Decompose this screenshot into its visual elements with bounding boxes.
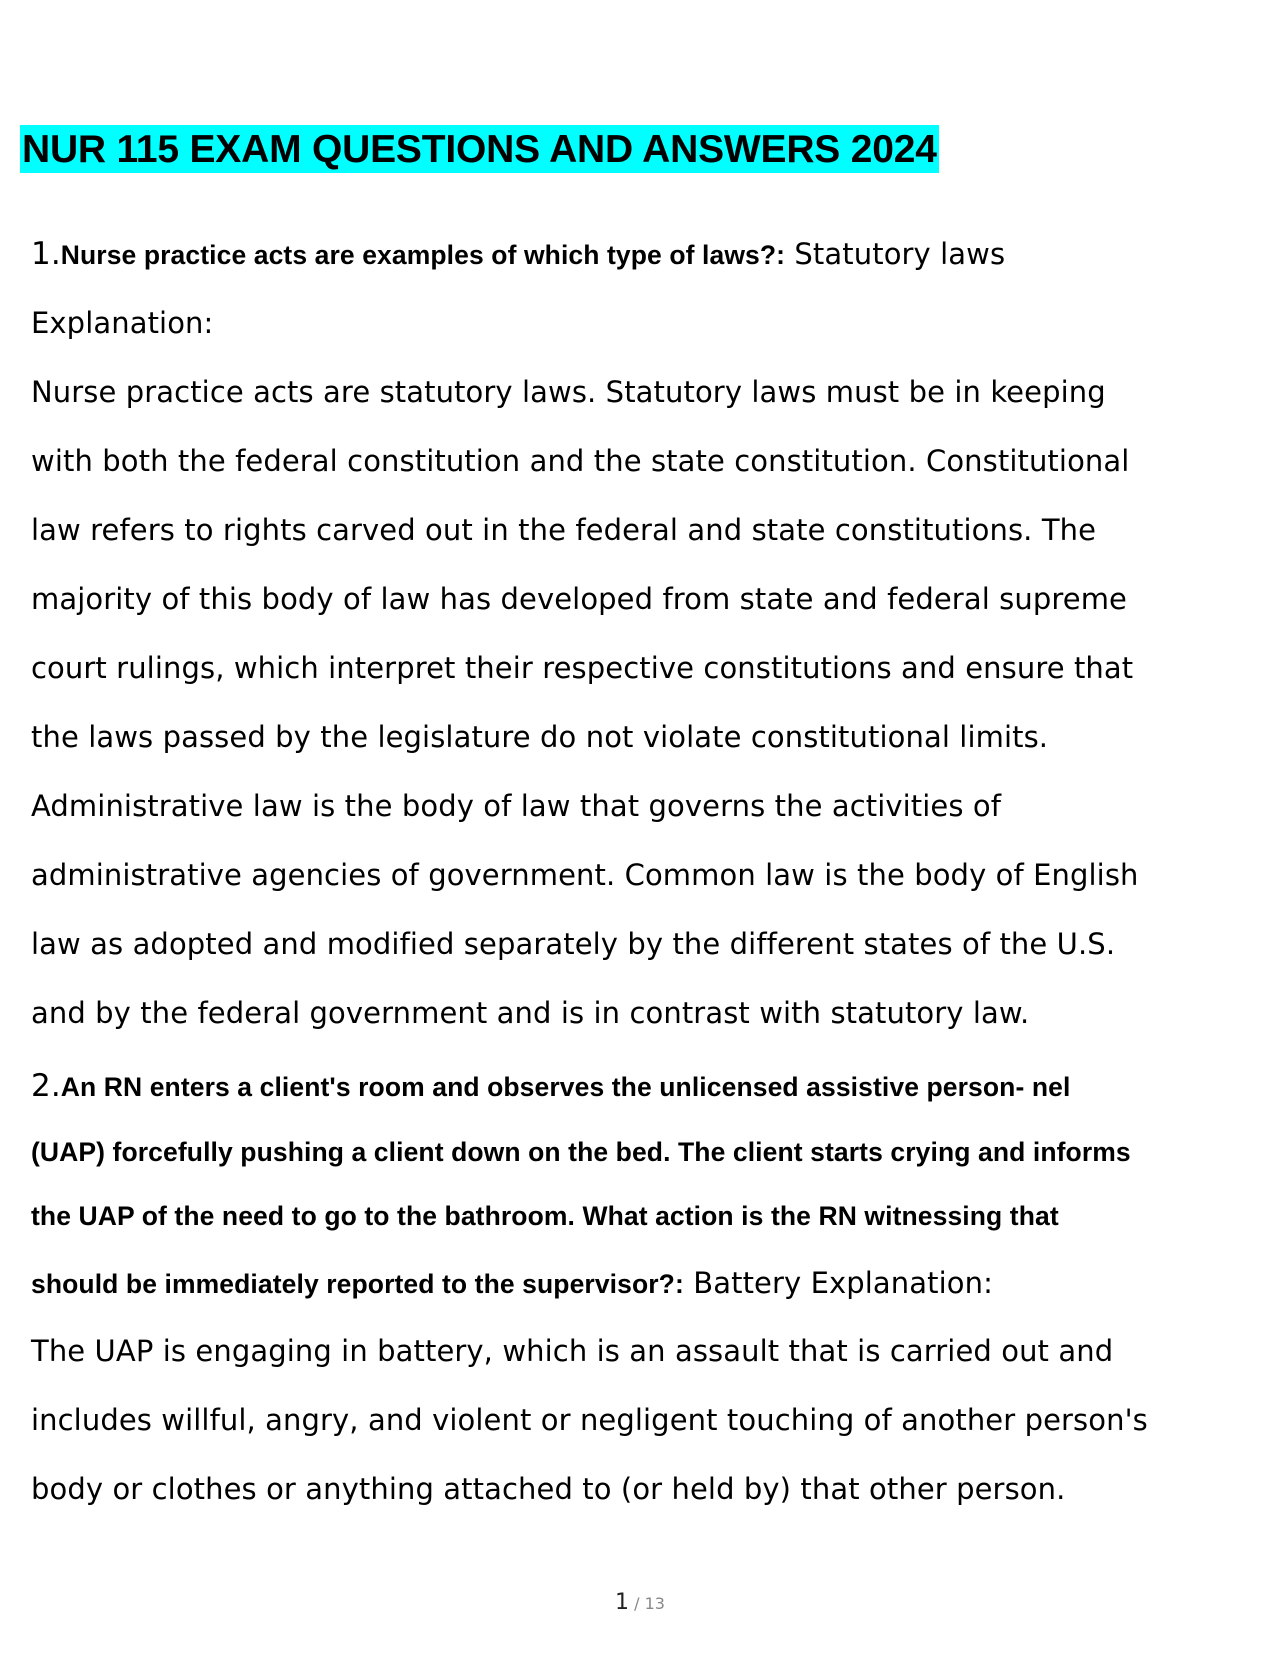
explanation-line: Administrative law is the body of law that governs the activities of: [31, 789, 1002, 823]
explanation-line: includes willful, angry, and violent or negligent touching of another person's: [31, 1403, 1148, 1437]
total-pages: / 13: [634, 1594, 665, 1613]
question-text: Nurse practice acts are examples of which type of laws?:: [60, 240, 786, 270]
answer-text: Statutory laws: [794, 237, 1006, 271]
page-indicator: [0, 1590, 1280, 1615]
document-title: NUR 115 EXAM QUESTIONS AND ANSWERS 2024: [20, 125, 939, 173]
explanation-line: court rulings, which interpret their respective constitutions and ensure that: [31, 651, 1134, 685]
explanation-line: and by the federal government and is in contrast with statutory law.: [31, 996, 1030, 1030]
explanation-line: majority of this body of law has developed from state and federal supreme: [31, 582, 1127, 616]
explanation-line: law as adopted and modified separately by the different states of the U.S.: [31, 927, 1116, 961]
explanation-line: with both the federal constitution and the state constitution. Constitutional: [31, 444, 1130, 478]
question-number: 1.: [31, 236, 61, 272]
current-page-number: 1: [615, 1590, 630, 1615]
explanation-line: The UAP is engaging in battery, which is an assault that is carried out and: [31, 1334, 1114, 1368]
question-number: 2.: [31, 1068, 61, 1104]
question-1: [31, 236, 1005, 273]
question-text-line: (UAP) forcefully pushing a client down on the bed. The client starts crying and informs: [31, 1137, 1131, 1167]
answer-text: Battery Explanation:: [693, 1266, 993, 1300]
explanation-line: the laws passed by the legislature do not violate constitutional limits.: [31, 720, 1049, 754]
question-text: An RN enters a client's room and observes the unlicensed assistive person- nel: [60, 1072, 1071, 1102]
explanation-line: Nurse practice acts are statutory laws. Statutory laws must be in keeping: [31, 375, 1106, 409]
explanation-line: body or clothes or anything attached to (or held by) that other person.: [31, 1472, 1066, 1506]
question-text-line: should be immediately reported to the supervisor?: Battery Explanation:: [31, 1266, 993, 1300]
question-2: [31, 1068, 1070, 1105]
explanation-line: law refers to rights carved out in the federal and state constitutions. The: [31, 513, 1097, 547]
explanation-line: administrative agencies of government. Common law is the body of English: [31, 858, 1139, 892]
explanation-label: Explanation:: [31, 306, 214, 340]
question-text-line: the UAP of the need to go to the bathroom. What action is the RN witnessing that: [31, 1201, 1059, 1231]
